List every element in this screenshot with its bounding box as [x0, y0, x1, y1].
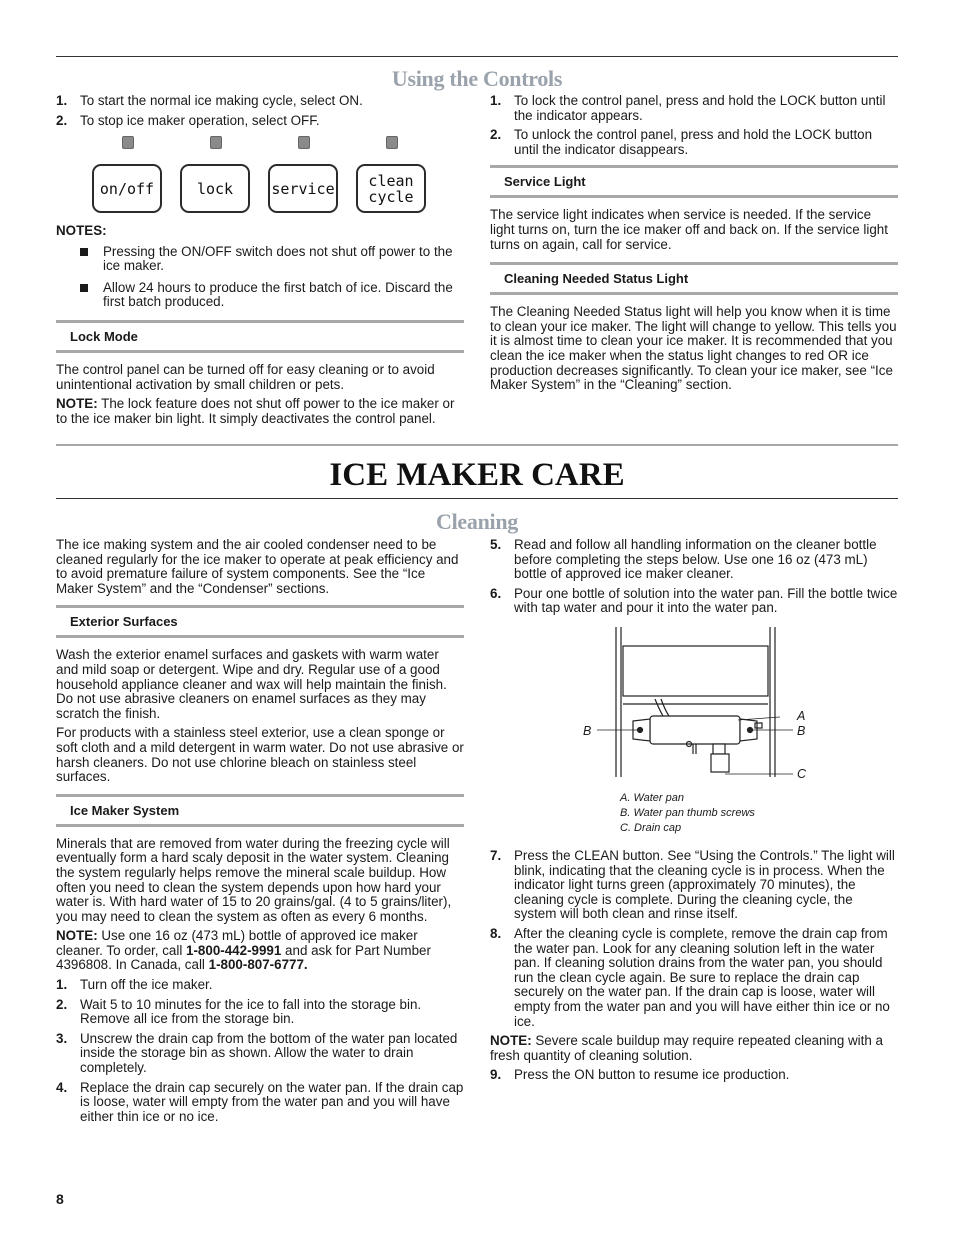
controls-right-column — [490, 94, 898, 398]
controls-left-column — [56, 94, 464, 133]
list-item: 6. Pour one bottle of solution into the water pan. Fill the bottle twice with tap water and pour it into the water pan. — [490, 585, 898, 616]
service-light-heading: Service Light — [490, 165, 898, 198]
diagram-label-b-right: B — [797, 724, 806, 738]
caption-water-pan: A. Water pan — [620, 792, 684, 804]
cleaning-right-column-top — [490, 538, 898, 621]
final-note: NOTE: Severe scale buildup may require repeated cleaning with a fresh quantity of cleaning solution. — [490, 1033, 883, 1063]
diagram-captions — [620, 791, 880, 836]
diagram-label-a: A — [797, 709, 806, 723]
cleaning-step-9 — [490, 1068, 898, 1083]
list-item: Pressing the ON/OFF switch does not shut off power to the ice maker. — [56, 245, 464, 274]
diagram-label-c: C — [797, 767, 807, 781]
indicator-led-icon — [122, 136, 134, 149]
notes-label: NOTES: — [56, 223, 107, 238]
cleaning-status-heading: Cleaning Needed Status Light — [490, 262, 898, 295]
indicator-led-icon — [298, 136, 310, 149]
list-item: 1. Turn off the ice maker. — [56, 977, 213, 993]
indicator-led-icon — [386, 136, 398, 149]
water-pan-diagram — [575, 624, 815, 786]
cleaning-steps-left — [56, 978, 464, 1124]
ice-maker-system-paragraph: Minerals that are removed from water during the freezing cycle will eventually form a hard scaly deposit in the water system. Cleaning the system regularly helps remove the mineral scale buildup. How often you need to clean the system depends upon how hard your water is. With hard water of 15 to 20 grains/gal. (4 to 5 grains/liter), you may need to clean the system as often as every 6 months. — [56, 835, 452, 924]
list-item: 7. Press the CLEAN button. See “Using the Controls.” The light will blink, indicating that the cleaning cycle is in process. When the indicator light turns green (approximately 70 minutes), the cleaning cycle is complete. During the cleaning cycle, the system will both clean and rinse itself. — [490, 848, 895, 922]
list-item: 4. Replace the drain cap securely on the water pan. If the drain cap is loose, water will empty from the water pan and you will have either thin ice or no ice. — [56, 1079, 464, 1124]
ice-maker-system-note: NOTE: Use one 16 oz (473 mL) bottle of approved ice maker cleaner. To order, call 1-800-442-9991 and ask for Part Number 4396808. In Canada, call 1-800-807-6777. — [56, 928, 431, 973]
water-pan-illustration — [575, 624, 815, 786]
bullet-square-icon — [80, 284, 88, 292]
section-title-cleaning: Cleaning — [436, 509, 518, 534]
control-panel-illustration — [88, 134, 433, 219]
list-item: Allow 24 hours to produce the first batch of ice. Discard the first batch produced. — [56, 281, 464, 310]
exterior-surfaces-heading: Exterior Surfaces — [56, 605, 464, 638]
lock-mode-heading: Lock Mode — [56, 320, 464, 353]
lock-mode-note: NOTE: The lock feature does not shut off power to the ice maker or to the ice maker bin light. It simply deactivates the control panel. — [56, 396, 455, 426]
lock-mode-paragraph: The control panel can be turned off for easy cleaning or to avoid unintentional activation by small children or pets. — [56, 361, 435, 392]
section-title-using-controls: Using the Controls — [391, 66, 563, 91]
cleaning-steps-right-a — [490, 538, 898, 616]
ice-maker-system-heading: Ice Maker System — [56, 794, 464, 827]
list-item: 9. Press the ON button to resume ice production. — [490, 1067, 790, 1083]
bullet-square-icon — [80, 248, 88, 256]
list-item: 5. Read and follow all handling information on the cleaner bottle before completing the steps below. Use one 16 oz (473 mL) bottle of approved ice maker cleaner. — [490, 537, 877, 582]
caption-drain-cap: C. Drain cap — [620, 822, 682, 834]
service-button: service — [268, 164, 338, 213]
page-title: ICE MAKER CARE — [329, 457, 625, 493]
list-item: 8. After the cleaning cycle is complete, remove the drain cap from the water pan. Look for any cleaning solution left in the water pan. If cleaning solution drains from the water pan, you should run the clean cycle again. Be sure to replace the drain cap securely on the water pan. If the drain cap is loose, water will empty from the water pan and you will have either thin ice or no ice. — [490, 925, 890, 1029]
cleaning-steps-right-b — [490, 849, 898, 1029]
cleaning-intro: The ice making system and the air cooled condenser need to be cleaned regularly for the ice maker to operate at peak efficiency and to avoid premature failure of system components. See the “Ice Maker System” and the “Condenser” sections. — [56, 537, 459, 596]
service-light-paragraph: The service light indicates when service is needed. If the service light turns on, turn the ice maker off and back on. If the service light turns on again, call for service. — [490, 207, 888, 252]
list-item: 2. Wait 5 to 10 minutes for the ice to fall into the storage bin. Remove all ice from the storage bin. — [56, 996, 422, 1027]
title-rule — [56, 498, 898, 499]
on-off-button: on/off — [92, 164, 162, 213]
cleaning-status-paragraph: The Cleaning Needed Status light will help you know when it is time to clean your ice maker. The light will change to yellow. This tells you it is almost time to clean your ice maker. It is recommended that you clean the ice maker when the status light changes to red OR ice production decreases significantly. To clean your ice maker, see “Ice Maker System” in the “Cleaning” section. — [490, 304, 897, 393]
cleaning-right-column-bottom — [490, 849, 898, 1088]
section-divider — [56, 444, 898, 446]
indicator-led-icon — [210, 136, 222, 149]
controls-steps-left — [56, 94, 464, 128]
controls-steps-right — [490, 94, 898, 157]
clean-cycle-button: clean cycle — [356, 164, 426, 213]
exterior-paragraph-1: Wash the exterior enamel surfaces and gaskets with warm water and mild soap or detergent. Wipe and dry. Regular use of a good household appliance cleaner and wax will help maintain the finish. Do not use abrasive cleaners on enamel surfaces as they may scratch the finish. — [56, 647, 447, 721]
list-item: 2. To stop ice maker operation, select OFF. — [56, 112, 320, 128]
list-item: 2. To unlock the control panel, press and hold the LOCK button until the indicator disappears. — [490, 127, 873, 157]
lock-button: lock — [180, 164, 250, 213]
diagram-label-b-left: B — [583, 724, 592, 738]
list-item: 1. To lock the control panel, press and hold the LOCK button until the indicator appears. — [490, 93, 886, 123]
page-number: 8 — [56, 1191, 64, 1207]
notes-and-lock-mode — [56, 224, 464, 431]
top-rule — [56, 56, 898, 57]
cleaning-left-column — [56, 538, 464, 1129]
list-item: 1. To start the normal ice making cycle, select ON. — [56, 93, 363, 108]
notes-list — [56, 245, 464, 310]
exterior-paragraph-2: For products with a stainless steel exterior, use a clean sponge or soft cloth and a mild detergent in warm water. Do not use abrasive or harsh cleaners. Do not use chlorine bleach on stainless steel surfaces. — [56, 725, 464, 785]
list-item: 3. Unscrew the drain cap from the bottom of the water pan located inside the storage bin as shown. Allow the water to drain completely. — [56, 1030, 458, 1076]
caption-thumb-screws: B. Water pan thumb screws — [620, 807, 755, 819]
